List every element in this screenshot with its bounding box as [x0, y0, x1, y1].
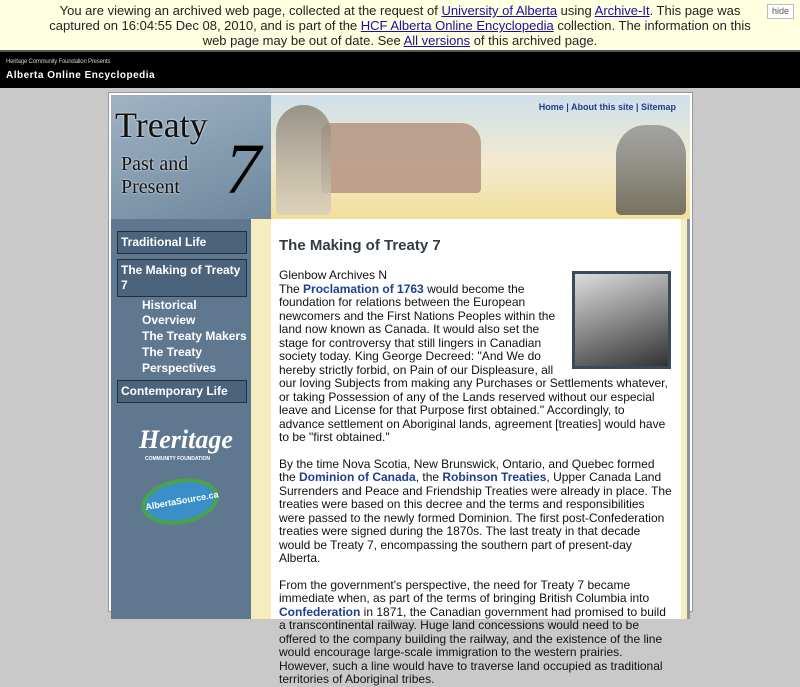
robinson-treaties-link[interactable]: Robinson Treaties [442, 470, 547, 484]
main-content: The Making of Treaty 7 Glenbow Archives N The Proclamation of 1763 would become the foundation for relations between the European newcomers and the First Nations Peoples within the land now known as Canada. It would also set the stage for controversy that still lingers in Canadian society today. King George Decreed: "And We do hereby strictly forbid, on Pain of our Displeasure, all our loving Subjects from making any Purchases or Settlements whatever, or taking Possession of any of the Lands reserved without our especial leave and License for that Purpose first obtained." Accordingly, to advance settlement on Aboriginal lands, agreement [treaties] would have to be "first obtained." By the time Nova Scotia, New Brunswick, Ontario, and Quebec formed the Dominion of Canada, the Robinson Treaties, Upper Canada Land Surrenders and Peace and Friendship Treaties were already in place. The treaties were based on this decree and the terms and responsibilities were passed to the newly formed Dominion. The first post-Confederation treaties were signed during the 1870s. The last treaty in that decade would be Treaty 7, encompassing the southern part of present-day Alberta. From the government's perspective, the need for Treaty 7 became immediate when, as part of the terms of bringing British Columbia into Confederation in 1871, the Canadian government had promised to build a transcontinental railway. Huge land concessions would need to be offered to the company building the railway, and the existence of the line would encourage large-scale immigration to the western prairies. However, such a line would have to traverse land occupied as traditional territories of Aboriginal tribes. [271, 219, 681, 619]
chief-image [276, 105, 331, 215]
rock-image [321, 123, 481, 193]
logo-seven: 7 [225, 129, 261, 209]
nav-making-of-treaty-7[interactable]: The Making of Treaty 7 [117, 259, 247, 297]
treaty-photo[interactable] [572, 271, 671, 369]
page-title: The Making of Treaty 7 [279, 237, 441, 254]
hide-button[interactable]: hide [767, 4, 794, 19]
photo-caption: Glenbow Archives N [279, 268, 388, 282]
university-link[interactable]: University of Alberta [441, 3, 558, 18]
subnav-the-treaty[interactable]: The Treaty [142, 345, 203, 359]
heritage-logo-subtext: COMMUNITY FOUNDATION [145, 456, 211, 462]
header-banner [111, 95, 690, 219]
nav-contemporary-life[interactable]: Contemporary Life [117, 380, 247, 403]
sitemap-link[interactable]: Sitemap [640, 102, 676, 112]
logo-present: Present [121, 176, 180, 198]
confederation-link[interactable]: Confederation [279, 604, 361, 619]
subnav-treaty-makers[interactable]: The Treaty Makers [142, 329, 247, 343]
sidebar [111, 219, 251, 619]
page-frame [108, 92, 693, 686]
banner-text: using [557, 3, 595, 18]
heritage-logo-text: Heritage [139, 425, 233, 454]
collection-link[interactable]: HCF Alberta Online Encyclopedia [360, 18, 554, 33]
nav-traditional-life[interactable]: Traditional Life [117, 231, 247, 254]
archive-it-link[interactable]: Archive-It [594, 3, 650, 18]
dominion-link[interactable]: Dominion of Canada [299, 470, 416, 484]
archive-banner [0, 0, 800, 52]
site-title[interactable]: Alberta Online Encyclopedia [6, 70, 156, 81]
top-links: Home | About this site | Sitemap [538, 102, 676, 112]
paragraph: From the government's perspective, the need for Treaty 7 became immediate when, as part of the terms of bringing British Columbia into Confederation in 1871, the Canadian government had promised to build a transcontinental railway. Huge land concessions would need to be offered to the company building the railway, and the existence of the line would encourage large-scale immigration to the western prairies. However, such a line would have to traverse land occupied as traditional territories of Aboriginal tribes. [279, 577, 666, 686]
logo-subtitle [121, 153, 188, 199]
about-link[interactable]: About this site [570, 102, 634, 112]
logo-treaty: Treaty [115, 105, 208, 145]
albertasource-logo[interactable]: AlbertaSource.ca [138, 473, 223, 531]
treaty7-logo[interactable] [111, 95, 271, 219]
subnav-historical-overview[interactable]: Historical Overview [142, 298, 197, 327]
banner-text: . This page was captured on 16:04:55 Dec 08, 2010, and is part of the [49, 3, 741, 33]
banner-text: You are viewing an archived web page, collected at the request of [59, 3, 442, 18]
logo-past: Past and [121, 153, 189, 175]
banner-text: of this archived page. [470, 33, 598, 48]
subnav [142, 298, 251, 376]
banner-text: collection. The information on this web page may be out of date. See [202, 18, 751, 48]
paragraph: By the time Nova Scotia, New Brunswick, Ontario, and Quebec formed the Dominion of Canada, the Robinson Treaties, Upper Canada Land Surrenders and Peace and Friendship Treaties were already in place. The treaties were based on this decree and the terms and responsibilities were passed to the newly formed Dominion. The first post-Confederation treaties were signed during the 1870s. The last treaty in that decade would be Treaty 7, encompassing the southern part of present-day Alberta. [279, 456, 672, 565]
proclamation-link[interactable]: Proclamation of 1763 [303, 281, 424, 296]
subnav-perspectives[interactable]: Perspectives [142, 361, 217, 375]
presents-text: Heritage Community Foundation Presents [6, 59, 111, 65]
site-header [0, 52, 800, 88]
content-wrapper [251, 219, 690, 686]
heritage-logo[interactable] [139, 425, 251, 463]
all-versions-link[interactable]: All versions [403, 33, 471, 48]
elder-image [616, 125, 686, 215]
home-link[interactable]: Home [538, 102, 564, 112]
